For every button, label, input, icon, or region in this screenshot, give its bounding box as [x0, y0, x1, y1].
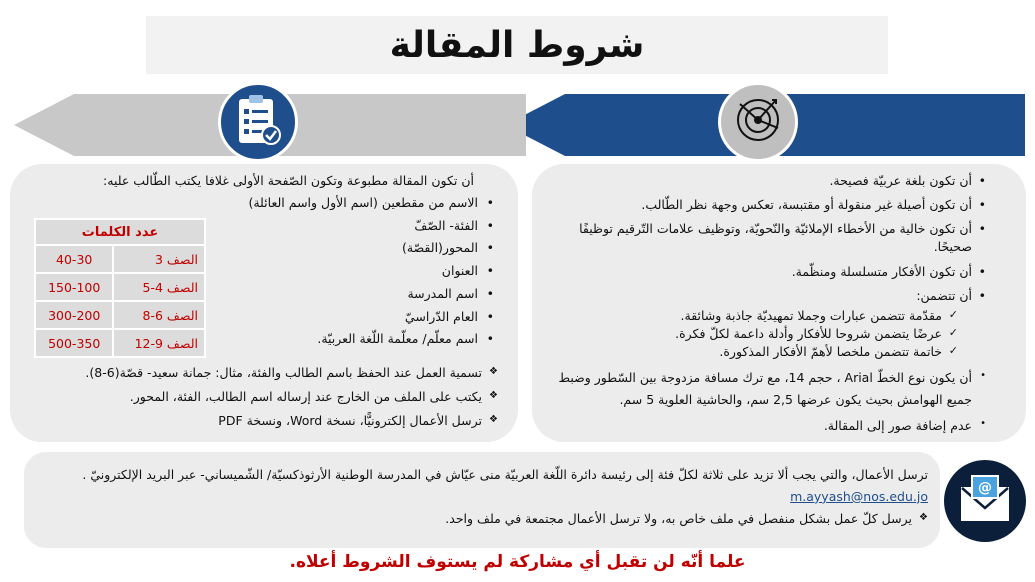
- list-item: • العام الدّراسيّ: [238, 308, 498, 326]
- font-note: • أن يكون نوع الخطّ Arial ، حجم 14، مع ترك مسافة مزدوجة بين السّطور وضبط جميع الهوامش بحيث يكون عرضها 2,5 سم، والحاشية العلوية 5 سم.: [546, 367, 986, 411]
- essay-requirements-panel: [532, 164, 1026, 442]
- cover-page-panel: [10, 164, 518, 442]
- svg-text:@: @: [978, 480, 992, 496]
- count-cell: 150-100: [35, 273, 113, 301]
- list-item: [546, 287, 986, 362]
- email-link[interactable]: m.ayyash@nos.edu.jo: [790, 488, 928, 504]
- email-circle: [944, 460, 1026, 542]
- separate-files-note: ❖ يرسل كلّ عمل بشكل منفصل في ملف خاص به، ولا ترسل الأعمال مجتمعة في ملف واحد.: [36, 508, 928, 530]
- list-item: • الفئة- الصّفّ: [238, 217, 498, 235]
- sub-list-item: ✓ عرضًا يتضمن شروحا للأفكار وأدلة داعمة لكلّ فكرة.: [546, 325, 958, 343]
- page-title: شروط المقالة: [389, 24, 645, 66]
- images-note: • عدم إضافة صور إلى المقالة.: [546, 417, 986, 435]
- cover-items-list: [238, 194, 498, 353]
- list-item: • أن تكون أصيلة غير منقولة أو مقتبسة، تعكس وجهة نظر الطّالب.: [546, 196, 986, 214]
- list-item: • أن تكون بلغة عربيّة فصيحة.: [546, 172, 986, 190]
- list-item: • أن تكون خالية من الأخطاء الإملائيّة والنّحويّة، وتوظيف علامات التّرقيم توظيفًا صحيحًا.: [546, 220, 986, 256]
- list-item: • اسم المدرسة: [238, 285, 498, 303]
- title-banner: [146, 16, 888, 74]
- clipboard-checklist-icon: [233, 93, 283, 151]
- submission-text: [36, 464, 928, 508]
- grade-cell: الصف 3: [113, 245, 205, 273]
- list-item: • الاسم من مقطعين (اسم الأول واسم العائلة): [238, 194, 498, 212]
- structure-sublist: [546, 307, 972, 361]
- format-note: ❖ ترسل الأعمال إلكترونيًّا، نسخة Word، ونسخة PDF: [18, 412, 498, 430]
- submission-instructions: ترسل الأعمال، والتي يجب ألا تزيد على ثلاثة لكلّ فئة إلى رئيسة دائرة اللّغة العربيّة منى عيّاش في المدرسة الوطنية الأرثوذكسيّة/ الشّميساني- عبر البريد الإلكترونيّ .: [82, 467, 928, 482]
- table-row: [35, 273, 205, 301]
- grade-cell: الصف 9-12: [113, 329, 205, 357]
- sub-list-item: ✓ مقدّمة تتضمن عبارات وجملا تمهيديّة جاذبة وشائقة.: [546, 307, 958, 325]
- count-cell: 500-350: [35, 329, 113, 357]
- count-cell: 40-30: [35, 245, 113, 273]
- submission-panel: [24, 452, 940, 548]
- cover-intro: أن تكون المقالة مطبوعة وتكون الصّفحة الأولى غلافا يكتب الطّالب عليه:: [103, 173, 474, 188]
- grade-cell: الصف 4-5: [113, 273, 205, 301]
- requirements-list: [546, 172, 986, 441]
- label-note: ❖ يكتب على الملف من الخارج عند إرساله اسم الطالب، الفئة، المحور.: [18, 388, 498, 406]
- footer-note: علما أنّه لن تقبل أي مشاركة لم يستوف الشروط أعلاه.: [289, 552, 746, 572]
- list-item: • المحور(القصّة): [238, 239, 498, 257]
- table-row: [35, 301, 205, 329]
- table-row: [35, 245, 205, 273]
- word-count-table: [34, 218, 206, 358]
- target-circle: [718, 82, 798, 162]
- count-cell: 300-200: [35, 301, 113, 329]
- list-item: • أن تكون الأفكار متسلسلة ومنظّمة.: [546, 263, 986, 281]
- grade-cell: الصف 6-8: [113, 301, 205, 329]
- word-count-header: عدد الكلمات: [35, 219, 205, 245]
- sub-list-item: ✓ خاتمة تتضمن ملخصا لأهمّ الأفكار المذكورة.: [546, 343, 958, 361]
- list-item: • العنوان: [238, 262, 498, 280]
- list-item: • اسم معلّم/ معلّمة اللّغة العربيّة.: [238, 330, 498, 348]
- table-row: [35, 329, 205, 357]
- checklist-circle: [218, 82, 298, 162]
- target-arrows-icon: [732, 94, 784, 150]
- email-envelope-icon: [958, 474, 1012, 528]
- list-item-label: أن تتضمن:: [916, 287, 972, 303]
- naming-note: ❖ تسمية العمل عند الحفظ باسم الطالب والفئة، مثال: جمانة سعيد- قصّة(6-8).: [18, 364, 498, 382]
- file-notes: [18, 364, 498, 436]
